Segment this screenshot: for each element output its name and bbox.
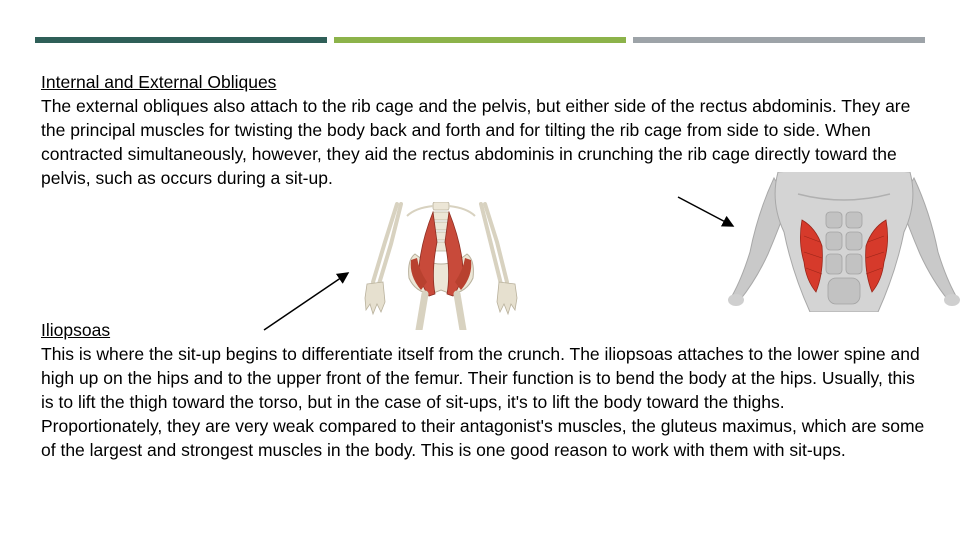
accent-bar-green <box>334 37 626 43</box>
obliques-section <box>41 70 931 190</box>
accent-bar-gray <box>633 37 925 43</box>
iliopsoas-body-2: Proportionately, they are very weak compared to their antagonist's muscles, the gluteus maximus, which are some of the largest and strongest muscles in the body. This is one good reason to work with them with sit-ups. <box>41 416 925 460</box>
obliques-illustration <box>728 172 960 312</box>
iliopsoas-body: This is where the sit-up begins to differentiate itself from the crunch. The iliopsoas attaches to the lower spine and high up on the hips and to the upper front of the femur. Their function is to bend the body at the hips. Usually, this is to lift the thigh toward the torso, but in the case of sit-ups, it's to lift the body toward the thighs. <box>41 344 920 412</box>
obliques-body: The external obliques also attach to the rib cage and the pelvis, but either side of the rectus abdominis. They are the principal muscles for twisting the body back and forth and for tilting the rib cage from side to side. When contracted simultaneously, however, they aid the rectus abdominis in crunching the rib cage directly toward the pelvis, such as occurs during a sit-up. <box>41 96 911 188</box>
obliques-heading: Internal and External Obliques <box>41 72 277 92</box>
accent-bar-dark <box>35 37 327 43</box>
arrow-to-obliques <box>678 197 733 226</box>
iliopsoas-heading: Iliopsoas <box>41 320 111 340</box>
iliopsoas-illustration <box>355 202 527 330</box>
iliopsoas-section <box>41 318 931 462</box>
